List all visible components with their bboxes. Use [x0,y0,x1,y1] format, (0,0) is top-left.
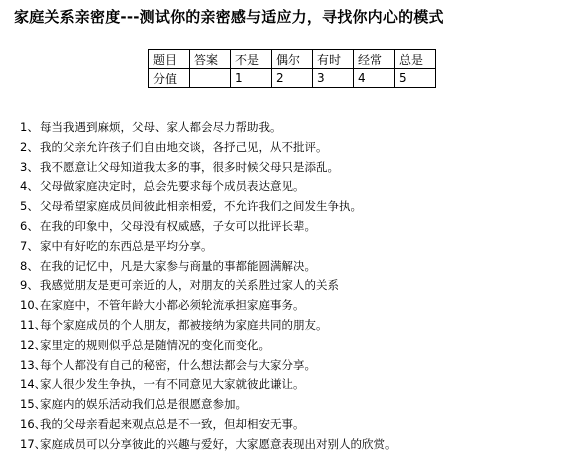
question-text: 家人很少发生争执，一有不同意见大家就彼此谦让。 [40,377,305,392]
question-text: 我的父亲允许孩子们自由地交谈，各抒己见，从不批评。 [40,139,328,154]
question-text: 家中有好吃的东西总是平均分享。 [40,238,213,253]
question-text: 家庭成员可以分享彼此的兴趣与爱好，大家愿意表现出对别人的欣赏。 [40,436,397,451]
list-item [20,118,397,138]
question-number: 11、 [20,317,47,332]
question-number: 1、 [20,120,39,134]
question-text: 在我的印象中，父母没有权威感，子女可以批评长辈。 [40,218,316,233]
list-item [20,237,397,257]
score-table [148,49,436,88]
list-item [20,336,397,356]
question-text: 每当我遇到麻烦，父母、家人都会尽力帮助我。 [40,120,282,134]
list-item [20,296,397,316]
list-item [20,217,397,237]
question-number: 3、 [20,159,39,174]
list-item [20,356,397,376]
table-cell: 3 [313,69,354,88]
question-number: 12、 [20,337,47,352]
list-item [20,276,397,296]
question-text: 每个家庭成员的个人朋友，都被接纳为家庭共同的朋友。 [40,317,328,332]
question-text: 父母做家庭决定时，总会先要求每个成员表达意见。 [40,179,305,194]
question-text: 我的父母亲看起来观点总是不一致，但却相安无事。 [40,416,305,431]
table-cell: 分值 [149,69,190,88]
list-item [20,158,397,178]
table-cell: 4 [354,69,395,88]
question-number: 15、 [20,397,47,412]
question-list [20,118,397,455]
question-number: 14、 [20,377,47,392]
question-text: 在家庭中，不管年龄大小都必须轮流承担家庭事务。 [40,298,305,313]
table-cell: 不是 [231,50,272,69]
question-number: 13、 [20,357,47,372]
list-item [20,197,397,217]
question-text: 家庭内的娱乐活动我们总是很愿意参加。 [40,397,247,412]
question-number: 7、 [20,238,39,253]
list-item [20,257,397,277]
list-item [20,415,397,435]
question-text: 在我的记忆中，凡是大家参与商量的事都能圆满解决。 [40,258,316,273]
list-item [20,177,397,197]
question-number: 9、 [20,278,39,293]
question-text: 每个人都没有自己的秘密，什么想法都会与大家分享。 [40,357,316,372]
question-number: 17、 [20,436,47,451]
table-cell: 5 [395,69,436,88]
table-cell: 总是 [395,50,436,69]
table-cell: 偶尔 [272,50,313,69]
list-item [20,435,397,455]
table-cell: 2 [272,69,313,88]
question-number: 6、 [20,218,39,233]
table-cell: 1 [231,69,272,88]
table-cell: 经常 [354,50,395,69]
question-text: 家里定的规则似乎总是随情况的变化而变化。 [40,337,270,352]
question-number: 8、 [20,258,39,273]
list-item [20,375,397,395]
page-title: 家庭关系亲密度---测试你的亲密感与适应力，寻找你内心的模式 [14,8,444,26]
question-text: 父母希望家庭成员间彼此相亲相爱，不允许我们之间发生争执。 [40,199,362,214]
table-cell [190,69,231,88]
table-cell: 题目 [149,50,190,69]
question-number: 5、 [20,199,39,214]
list-item [20,138,397,158]
list-item [20,395,397,415]
question-number: 10、 [20,298,47,313]
question-number: 2、 [20,139,39,154]
question-number: 4、 [20,179,39,194]
question-text: 我感觉朋友是更可亲近的人，对朋友的关系胜过家人的关系 [40,278,339,293]
question-text: 我不愿意让父母知道我太多的事，很多时候父母只是添乱。 [40,159,339,174]
table-row [149,50,436,69]
list-item [20,316,397,336]
question-number: 16、 [20,416,47,431]
table-cell: 答案 [190,50,231,69]
table-cell: 有时 [313,50,354,69]
table-row [149,69,436,88]
